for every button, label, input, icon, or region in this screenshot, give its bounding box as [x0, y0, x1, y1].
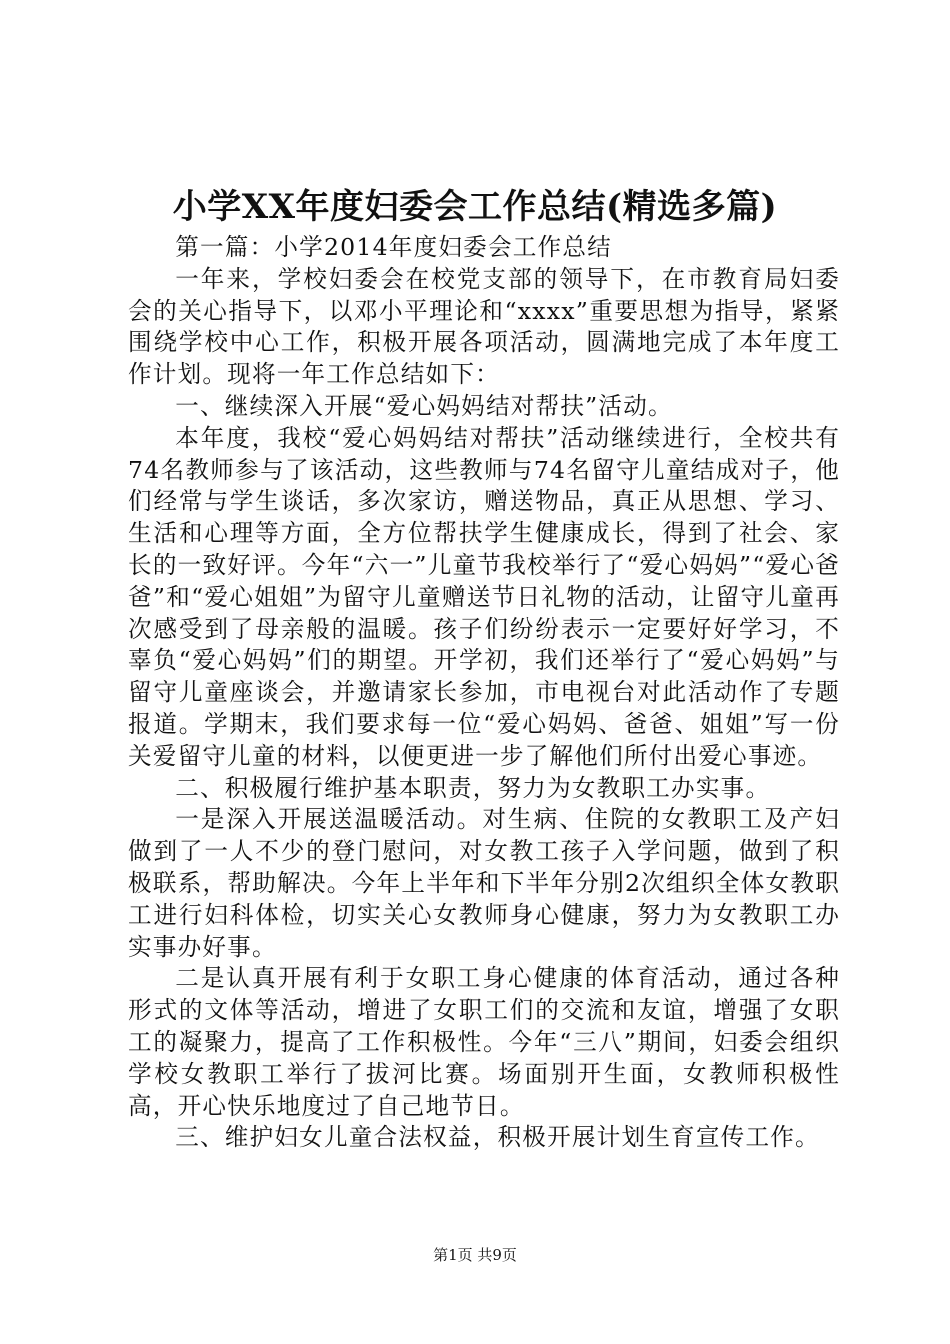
document-title: 小学XX年度妇委会工作总结(精选多篇)	[172, 187, 778, 227]
paragraph-section-two-item-one: 一是深入开展送温暖活动。对生病、住院的女教职工及产妇做到了一人不少的登门慰问，对女教工孩子入学问题，做到了积极联系，帮助解决。今年上半年和下半年分别2次组织全体女教职工进行妇科体检，切实关心女教师身心健康，努力为女教职工办实事办好事。	[128, 805, 840, 961]
paragraph-section-three-heading: 三、维护妇女儿童合法权益，积极开展计划生育宣传工作。	[175, 1123, 820, 1152]
paragraph-section-one-heading: 一、继续深入开展“爱心妈妈结对帮扶”活动。	[175, 391, 673, 420]
page-number-footer: 第1页 共9页	[433, 1246, 517, 1264]
paragraph-intro: 一年来，学校妇委会在校党支部的领导下，在市教育局妇委会的关心指导下，以邓小平理论和“xxxx”重要思想为指导，紧紧围绕学校中心工作，积极开展各项活动，圆满地完成了本年度工作计划。现将一年工作总结如下：	[128, 264, 840, 389]
paragraph-section-two-item-two: 二是认真开展有利于女职工身心健康的体育活动，通过各种形式的文体等活动，增进了女职工们的交流和友谊，增强了女职工的凝聚力，提高了工作积极性。今年“三八”期间，妇委会组织学校女教职工举行了拔河比赛。场面别开生面，女教师积极性高，开心快乐地度过了自己地节日。	[128, 964, 840, 1120]
paragraph-section-one-body: 本年度，我校“爱心妈妈结对帮扶”活动继续进行，全校共有74名教师参与了该活动，这些教师与74名留守儿童结成对子，他们经常与学生谈话，多次家访，赠送物品，真正从思想、学习、生活和心理等方面，全方位帮扶学生健康成长，得到了社会、家长的一致好评。今年“六一”儿童节我校举行了“爱心妈妈”“爱心爸爸”和“爱心姐姐”为留守儿童赠送节日礼物的活动，让留守儿童再次感受到了母亲般的温暖。孩子们纷纷表示一定要好好学习，不辜负“爱心妈妈”们的期望。开学初，我们还举行了“爱心妈妈”与留守儿童座谈会，并邀请家长参加，市电视台对此活动作了专题报道。学期末，我们要求每一位“爱心妈妈、爸爸、姐姐”写一份关爱留守儿童的材料，以便更进一步了解他们所付出爱心事迹。	[128, 423, 840, 770]
document-body	[128, 232, 840, 1154]
paragraph-section-two-heading: 二、积极履行维护基本职责，努力为女教职工办实事。	[175, 773, 771, 802]
paragraph-chapter-heading: 第一篇：小学2014年度妇委会工作总结	[175, 233, 612, 261]
